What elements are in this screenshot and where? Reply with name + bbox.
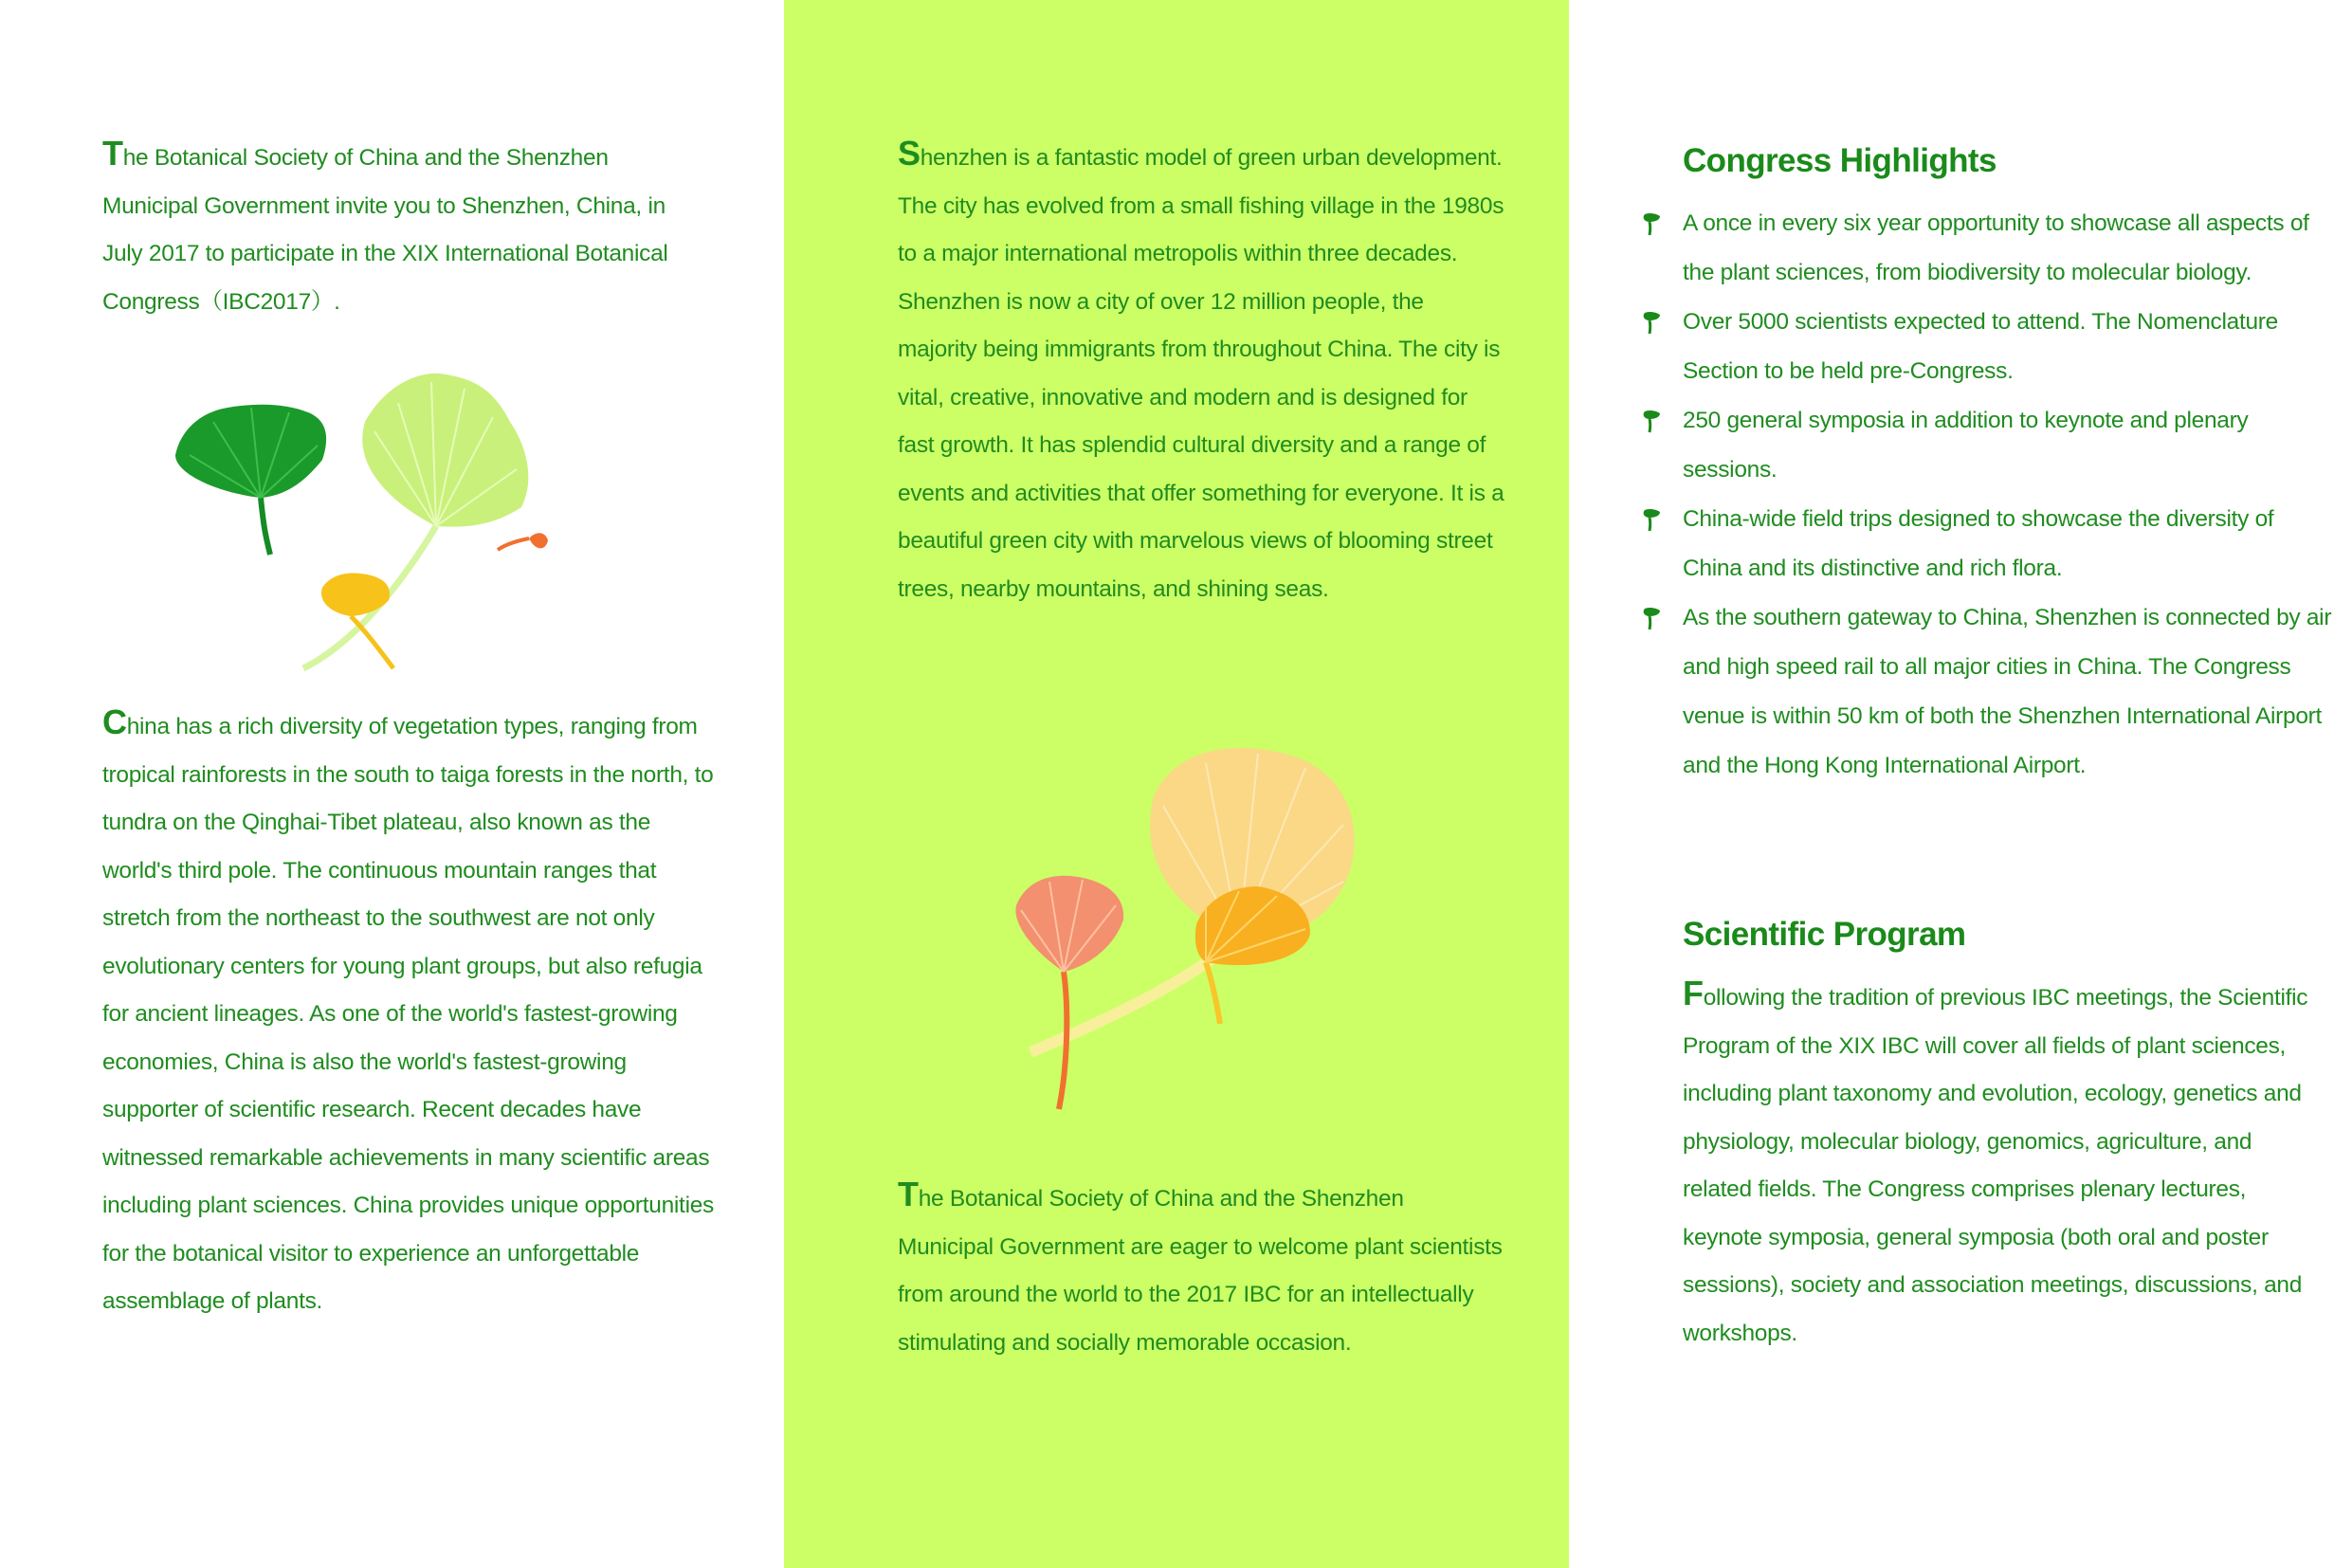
leaf-sprout-bullet-icon <box>1641 508 1662 533</box>
leaf-sprout-bullet-icon <box>1641 607 1662 631</box>
leaf-sprout-bullet-icon <box>1641 212 1662 237</box>
shenzhen-text: henzhen is a fantastic model of green urban development. The city has evolved from a small fishing village in the 1980s to a major international metropolis within three decades. Shenzhen is now a city of over 12 million people, the majority being immigrants from throughout China. The city is vital, creative, innovative and modern and is designed for fast growth. It has splendid cultural diversity and a range of events and activities that offer something for everyone. It is a beautiful green city with marvelous views of blooming street trees, nearby mountains, and shining seas. <box>898 145 1504 602</box>
highlight-text: A once in every six year opportunity to showcase all aspects of the plant sciences, from biodiversity to molecular biology. <box>1683 210 2309 285</box>
leaf-sprout-bullet-icon <box>1641 410 1662 434</box>
intro-paragraph <box>102 135 709 326</box>
right-panel <box>1569 0 2352 1568</box>
shenzhen-paragraph <box>898 135 1504 613</box>
highlight-item <box>1683 396 2337 495</box>
china-paragraph <box>102 703 719 1326</box>
highlights-heading: Congress Highlights <box>1683 142 1996 179</box>
left-panel <box>0 0 784 1568</box>
highlight-text: As the southern gateway to China, Shenzhen is connected by air and high speed rail to all major cities in China. The Congress venue is within 50 km of both the Shenzhen International Airport and the Hong Kong International Airport. <box>1683 605 2332 778</box>
highlight-text: 250 general symposia in addition to keynote and plenary sessions. <box>1683 408 2249 483</box>
china-text: hina has a rich diversity of vegetation types, ranging from tropical rainforests in the south to taiga forests in the north, to tundra on the Qinghai-Tibet plateau, also known as the world's third pole. The continuous mountain ranges that stretch from the northeast to the southwest are not only evolutionary centers for young plant groups, but also refugia for ancient lineages. As one of the world's fastest-growing economies, China is also the world's fastest-growing supporter of scientific research. Recent decades have witnessed remarkable achievements in many scientific areas including plant sciences. China provides unique opportunities for the botanical visitor to experience an unforgettable assemblage of plants. <box>102 714 714 1314</box>
dark-green-ginkgo-leaf <box>175 405 326 555</box>
program-dropcap: F <box>1683 974 1704 1012</box>
middle-panel <box>784 0 1569 1568</box>
orange-ginkgo-sprig <box>498 533 548 550</box>
highlights-list <box>1683 199 2337 791</box>
intro-text: he Botanical Society of China and the Shenzhen Municipal Government invite you to Shenzhen, China, in July 2017 to participate in the XIX International Botanical Congress（IBC2017）. <box>102 145 668 315</box>
highlight-text: Over 5000 scientists expected to attend. The Nomenclature Section to be held pre-Congress. <box>1683 309 2278 384</box>
salmon-ginkgo-leaf <box>1015 876 1123 1109</box>
highlight-item <box>1683 298 2337 396</box>
program-text: ollowing the tradition of previous IBC meetings, the Scientific Program of the XIX IBC will cover all fields of plant sciences, including plant taxonomy and evolution, ecology, genetics and physiology, molecular biology, genomics, agriculture, and related fields. The Congress comprises plenary lectures, keynote symposia, general symposia (both oral and poster sessions), society and association meetings, discussions, and workshops. <box>1683 985 2308 1346</box>
intro-dropcap: T <box>102 134 123 173</box>
leaf-sprout-bullet-icon <box>1641 311 1662 336</box>
highlight-text: China-wide field trips designed to showcase the diversity of China and its distinctive and rich flora. <box>1683 506 2274 581</box>
welcome-dropcap: T <box>898 1175 919 1213</box>
program-paragraph <box>1683 975 2308 1358</box>
orange-yellow-ginkgo-leaf <box>1195 886 1310 1024</box>
scientific-program-heading: Scientific Program <box>1683 916 1966 953</box>
highlight-item <box>1683 199 2337 298</box>
ginkgo-leaves-illustration-middle <box>993 739 1410 1128</box>
welcome-text: he Botanical Society of China and the Shenzhen Municipal Government are eager to welcome plant scientists from around the world to the 2017 IBC for an intellectually stimulating and socially memorable occasion. <box>898 1186 1503 1356</box>
highlight-item <box>1683 495 2337 593</box>
china-dropcap: C <box>102 702 127 741</box>
shenzhen-dropcap: S <box>898 134 921 173</box>
light-green-ginkgo-leaf <box>303 374 528 668</box>
ginkgo-leaves-illustration-left <box>161 365 578 678</box>
highlight-item <box>1683 593 2337 791</box>
welcome-paragraph <box>898 1176 1504 1367</box>
